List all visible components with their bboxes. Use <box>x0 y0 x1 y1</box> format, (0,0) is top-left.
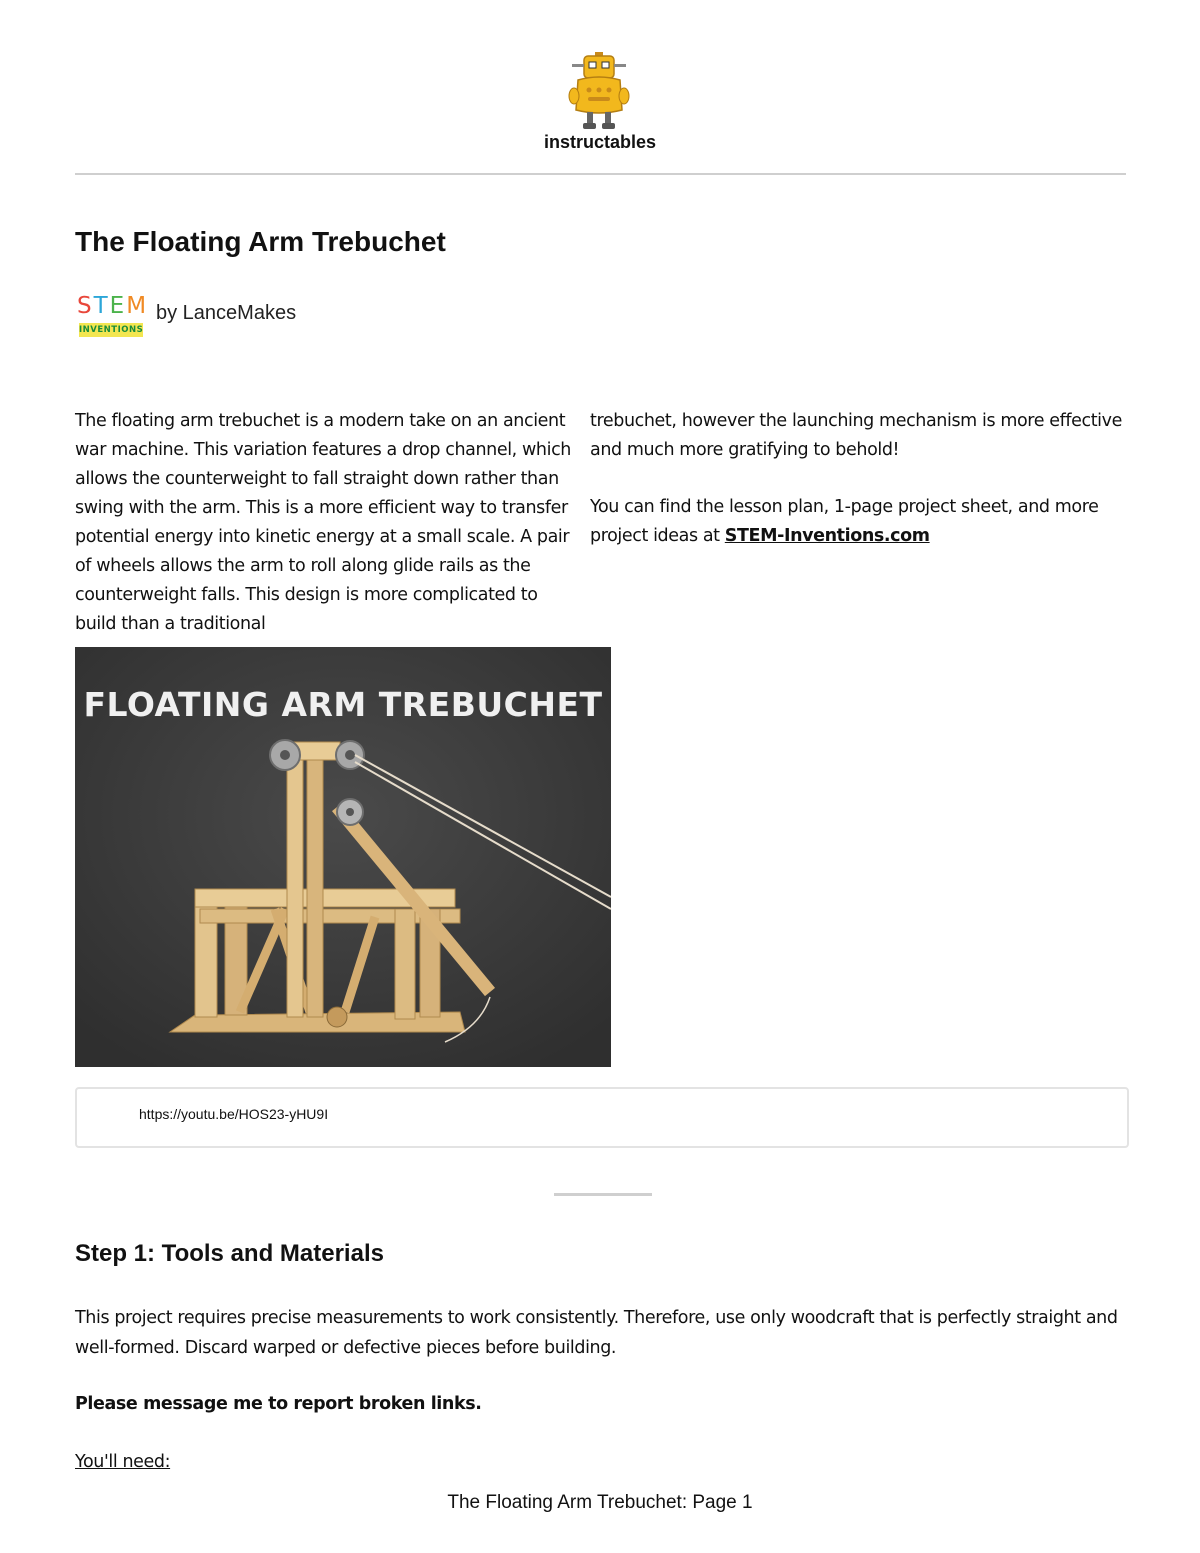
step-1-need-label: You'll need: <box>75 1452 171 1472</box>
step-1-title: Step 1: Tools and Materials <box>75 1240 384 1267</box>
page-footer: The Floating Arm Trebuchet: Page 1 <box>447 1492 753 1513</box>
header-divider <box>75 173 1126 175</box>
author-byline[interactable]: by LanceMakes <box>156 302 297 324</box>
stem-letter-t: T <box>93 293 110 319</box>
hero-image-caption: FLOATING ARM TREBUCHET <box>83 685 603 724</box>
step-1-notice: Please message me to report broken links. <box>75 1394 482 1414</box>
intro-column-left <box>75 407 575 639</box>
stem-letter-e: E <box>109 293 127 319</box>
stem-inventions-link[interactable]: STEM-Inventions.com <box>724 526 930 546</box>
author-avatar[interactable] <box>77 293 149 338</box>
hero-image <box>75 647 611 1067</box>
instructables-robot-logo[interactable] <box>566 50 632 132</box>
video-url-link[interactable]: https://youtu.be/HOS23-yHU9I <box>139 1106 329 1122</box>
intro-paragraph-right: trebuchet, however the launching mechanism is more effective and much more gratifying to behold! <box>590 411 1122 460</box>
page-title: The Floating Arm Trebuchet <box>75 226 446 257</box>
section-separator <box>554 1193 652 1196</box>
intro-paragraph-left: The floating arm trebuchet is a modern take on an ancient war machine. This variation features a drop channel, which allows the counterweight to fall straight down rather than swing with the arm. This is a more efficient way to transfer potential energy into kinetic energy at a small scale. A pair of wheels allows the arm to roll along glide rails as the counterweight falls. This design is more complicated to build than a traditional <box>75 411 571 634</box>
intro-column-right <box>590 407 1130 551</box>
video-embed-box[interactable] <box>75 1087 1129 1148</box>
stem-letter-s: S <box>77 293 94 319</box>
stem-logo-letters <box>77 293 149 319</box>
brand-name[interactable]: instructables <box>543 132 657 152</box>
find-text: You can find the lesson plan, 1-page project sheet, and more project ideas at <box>590 497 1099 546</box>
step-1-paragraph: This project requires precise measurements to work consistently. Therefore, use only woodcraft that is perfectly straight and well-formed. Discard warped or defective pieces before building. <box>75 1308 1118 1358</box>
stem-logo-subtitle: INVENTIONS <box>79 325 144 335</box>
stem-letter-m: M <box>126 293 149 319</box>
intro-find-paragraph <box>590 493 1130 551</box>
